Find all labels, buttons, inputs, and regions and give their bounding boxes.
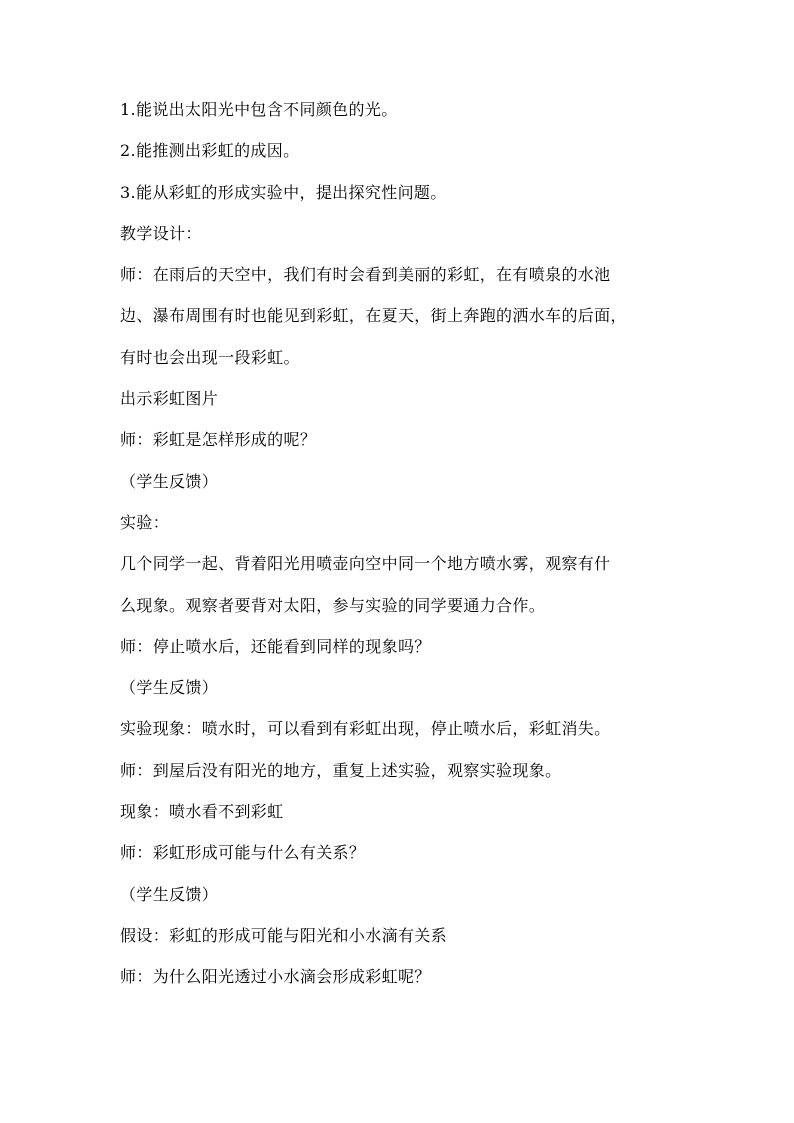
document-page bbox=[120, 100, 680, 1009]
paragraph-line: 有时也会出现一段彩虹。 bbox=[120, 347, 300, 367]
paragraph-line: 出示彩虹图片 bbox=[120, 389, 219, 409]
paragraph-line: （学生反馈） bbox=[120, 471, 219, 491]
paragraph-line: 假设：彩虹的形成可能与阳光和小水滴有关系 bbox=[120, 925, 448, 945]
paragraph-line: 师：为什么阳光透过小水滴会形成彩虹呢？ bbox=[120, 967, 431, 987]
objective-line-2: 2.能推测出彩虹的成因。 bbox=[120, 141, 300, 161]
paragraph-line: （学生反馈） bbox=[120, 678, 219, 698]
paragraph-line: 师：彩虹是怎样形成的呢？ bbox=[120, 430, 317, 450]
paragraph-line: 师：在雨后的天空中，我们有时会看到美丽的彩虹，在有喷泉的水池 bbox=[120, 265, 611, 285]
paragraph-line: 现象：喷水看不到彩虹 bbox=[120, 802, 284, 822]
objective-line-3: 3.能从彩虹的形成实验中，提出探究性问题。 bbox=[120, 182, 447, 202]
paragraph-line: 实验现象：喷水时，可以看到有彩虹出现，停止喷水后，彩虹消失。 bbox=[120, 719, 611, 739]
paragraph-line: 边、瀑布周围有时也能见到彩虹，在夏天，街上奔跑的洒水车的后面， bbox=[120, 306, 627, 326]
paragraph-line: 几个同学一起、背着阳光用喷壶向空中同一个地方喷水雾，观察有什 bbox=[120, 554, 611, 574]
section-heading: 教学设计： bbox=[120, 223, 202, 243]
paragraph-line: 师：到屋后没有阳光的地方，重复上述实验，观察实验现象。 bbox=[120, 760, 562, 780]
paragraph-line: 师：停止喷水后，还能看到同样的现象吗？ bbox=[120, 636, 431, 656]
paragraph-line: 实验： bbox=[120, 512, 170, 532]
objective-line-1: 1.能说出太阳光中包含不同颜色的光。 bbox=[120, 100, 398, 119]
paragraph-line: 么现象。观察者要背对太阳，参与实验的同学要通力合作。 bbox=[120, 595, 546, 615]
paragraph-line: 师：彩虹形成可能与什么有关系？ bbox=[120, 843, 366, 863]
paragraph-line: （学生反馈） bbox=[120, 884, 219, 904]
